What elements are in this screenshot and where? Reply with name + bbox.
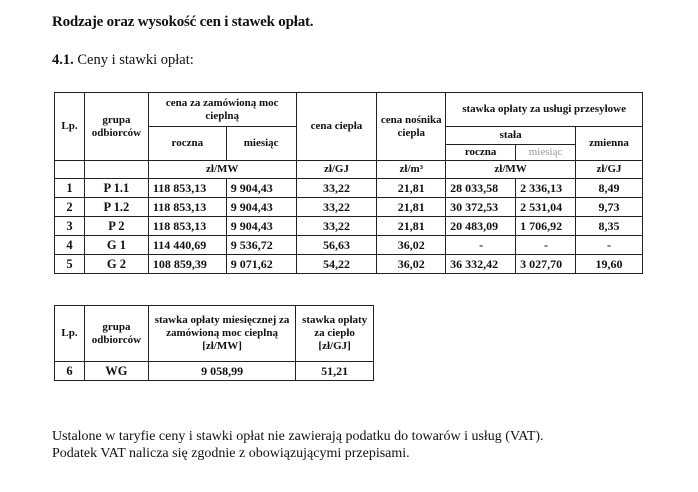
cell-heat: 54,22 (296, 255, 377, 274)
table-row (55, 179, 643, 198)
cell-lp: 5 (55, 255, 85, 274)
cell-fixed-monthly: 2 336,13 (516, 179, 576, 198)
cell-heat: 33,22 (296, 198, 377, 217)
header-fixed: stała (446, 127, 576, 145)
cell-lp: 1 (55, 179, 85, 198)
cell-variable: 9,73 (576, 198, 643, 217)
sub-row-group: WG (84, 362, 148, 381)
cell-fixed-annual: 30 372,53 (446, 198, 516, 217)
header-fixed-annual: roczna (446, 145, 516, 161)
cell-fixed-annual: 20 483,09 (446, 217, 516, 236)
section-title: Ceny i stawki opłat: (77, 52, 194, 68)
cell-monthly: 9 904,43 (226, 179, 296, 198)
cell-annual: 118 853,13 (148, 179, 226, 198)
cell-heat: 33,22 (296, 217, 377, 236)
cell-variable: 19,60 (576, 255, 643, 274)
section-heading (52, 52, 194, 69)
document-heading: Rodzaje oraz wysokość cen i stawek opłat. (52, 14, 314, 30)
cell-carrier: 36,02 (377, 236, 446, 255)
cell-lp: 4 (55, 236, 85, 255)
cell-fixed-monthly: 2 531,04 (516, 198, 576, 217)
cell-carrier: 21,81 (377, 198, 446, 217)
header-heat-price: cena ciepła (296, 93, 377, 161)
header-power-annual: roczna (148, 127, 226, 161)
cell-variable: 8,49 (576, 179, 643, 198)
table-row (55, 217, 643, 236)
wg-table (54, 305, 374, 381)
section-number: 4.1. (52, 52, 74, 68)
cell-fixed-monthly: 3 027,70 (516, 255, 576, 274)
cell-heat: 56,63 (296, 236, 377, 255)
cell-group: P 1.2 (84, 198, 148, 217)
cell-group: G 1 (84, 236, 148, 255)
cell-annual: 108 859,39 (148, 255, 226, 274)
sub-header-monthly-rate: stawka opłaty miesięcznej za zamówioną moc cieplną [zł/MW] (148, 306, 295, 362)
header-carrier-price: cena nośnika ciepła (377, 93, 446, 161)
header-transmission: stawka opłaty za usługi przesyłowe (446, 93, 643, 127)
cell-fixed-annual: - (446, 236, 516, 255)
sub-row-lp: 6 (55, 362, 85, 381)
sub-header-lp: Lp. (55, 306, 85, 362)
cell-lp: 3 (55, 217, 85, 236)
header-lp: Lp. (55, 93, 85, 161)
sub-row-monthly-rate: 9 058,99 (148, 362, 295, 381)
cell-group: G 2 (84, 255, 148, 274)
unit-power: zł/MW (148, 161, 296, 179)
cell-variable: 8,35 (576, 217, 643, 236)
price-table (54, 92, 643, 274)
cell-annual: 118 853,13 (148, 198, 226, 217)
cell-lp: 2 (55, 198, 85, 217)
header-power-price: cena za zamówioną moc cieplną (148, 93, 296, 127)
vat-note-line-1: Ustalone w taryfie ceny i stawki opłat nie zawierają podatku do towarów i usług (VAT). (52, 429, 544, 444)
cell-fixed-annual: 36 332,42 (446, 255, 516, 274)
sub-row-heat-rate: 51,21 (296, 362, 374, 381)
vat-note (52, 428, 544, 462)
cell-annual: 114 440,69 (148, 236, 226, 255)
cell-monthly: 9 536,72 (226, 236, 296, 255)
table-row (55, 236, 643, 255)
cell-monthly: 9 904,43 (226, 198, 296, 217)
table-row (55, 198, 643, 217)
header-fixed-monthly: miesiąc (516, 145, 576, 161)
unit-fixed: zł/MW (446, 161, 576, 179)
sub-header-group: grupa odbiorców (84, 306, 148, 362)
cell-heat: 33,22 (296, 179, 377, 198)
cell-variable: - (576, 236, 643, 255)
header-variable: zmienna (576, 127, 643, 161)
vat-note-line-2: Podatek VAT nalicza się zgodnie z obowiązującymi przepisami. (52, 446, 410, 461)
cell-carrier: 21,81 (377, 217, 446, 236)
unit-variable: zł/GJ (576, 161, 643, 179)
cell-fixed-monthly: 1 706,92 (516, 217, 576, 236)
cell-fixed-annual: 28 033,58 (446, 179, 516, 198)
header-group: grupa odbiorców (84, 93, 148, 161)
cell-monthly: 9 904,43 (226, 217, 296, 236)
unit-carrier: zł/m³ (377, 161, 446, 179)
sub-header-heat-rate: stawka opłaty za ciepło [zł/GJ] (296, 306, 374, 362)
cell-fixed-monthly: - (516, 236, 576, 255)
cell-group: P 2 (84, 217, 148, 236)
cell-carrier: 21,81 (377, 179, 446, 198)
table-row (55, 255, 643, 274)
header-power-monthly: miesiąc (226, 127, 296, 161)
cell-carrier: 36,02 (377, 255, 446, 274)
cell-monthly: 9 071,62 (226, 255, 296, 274)
cell-annual: 118 853,13 (148, 217, 226, 236)
cell-group: P 1.1 (84, 179, 148, 198)
unit-heat: zł/GJ (296, 161, 377, 179)
